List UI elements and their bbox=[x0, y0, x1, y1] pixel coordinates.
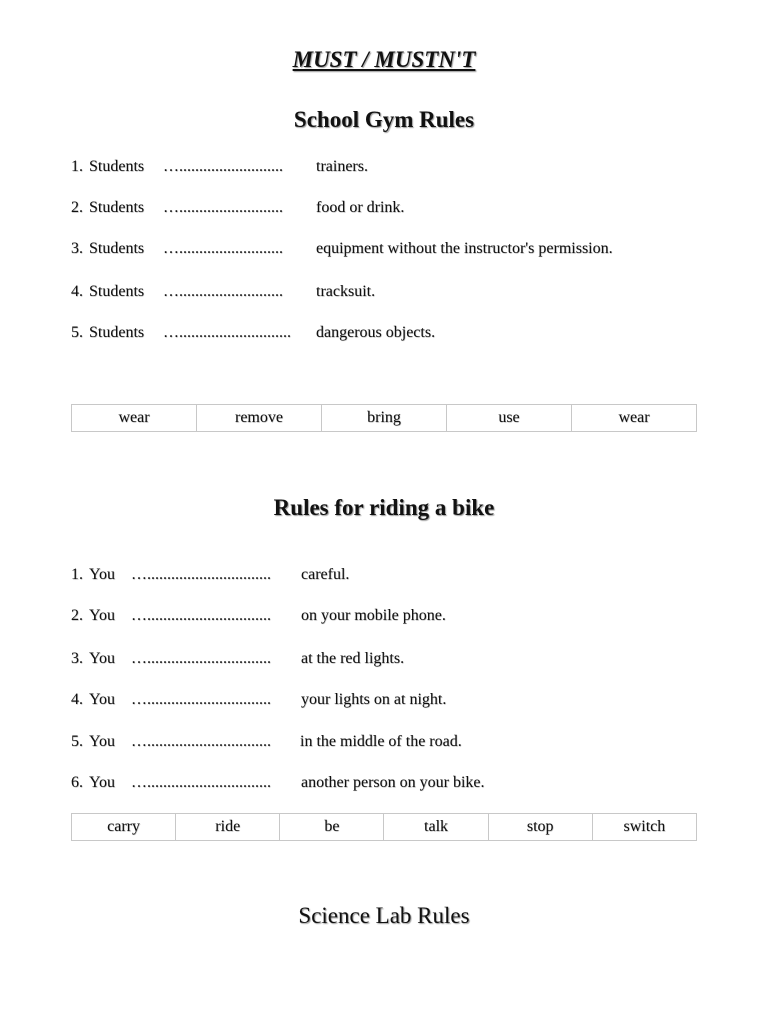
item-subject: Students bbox=[89, 283, 145, 300]
answer-blank: …............................... bbox=[131, 774, 271, 791]
item-number: 2. bbox=[71, 199, 83, 216]
lab-section-title: Science Lab Rules bbox=[298, 903, 470, 928]
item-number: 1. bbox=[71, 158, 83, 175]
word-cell: stop bbox=[488, 814, 592, 841]
item-completion: tracksuit. bbox=[316, 283, 376, 300]
item-number: 4. bbox=[71, 283, 83, 300]
item-subject: You bbox=[89, 733, 115, 750]
word-cell: bring bbox=[322, 405, 447, 432]
word-cell: be bbox=[280, 814, 384, 841]
item-completion: trainers. bbox=[316, 158, 368, 175]
answer-blank: …............................... bbox=[131, 607, 271, 624]
worksheet-title: MUST / MUSTN'T bbox=[292, 47, 476, 72]
answer-blank: …............................... bbox=[131, 733, 271, 750]
item-number: 3. bbox=[71, 650, 83, 667]
item-subject: You bbox=[89, 607, 115, 624]
gym-word-box bbox=[71, 404, 697, 432]
item-subject: Students bbox=[89, 324, 145, 341]
item-subject: You bbox=[89, 566, 115, 583]
item-number: 3. bbox=[71, 240, 83, 257]
word-cell: use bbox=[447, 405, 572, 432]
word-cell: ride bbox=[176, 814, 280, 841]
item-completion: on your mobile phone. bbox=[301, 607, 446, 624]
item-completion: your lights on at night. bbox=[301, 691, 447, 708]
answer-blank: ….......................... bbox=[163, 283, 283, 300]
item-subject: Students bbox=[89, 158, 145, 175]
word-cell: carry bbox=[72, 814, 176, 841]
item-completion: another person on your bike. bbox=[301, 774, 485, 791]
bike-word-box bbox=[71, 813, 697, 841]
item-number: 5. bbox=[71, 733, 83, 750]
item-completion: food or drink. bbox=[316, 199, 405, 216]
item-completion: at the red lights. bbox=[301, 650, 405, 667]
item-number: 2. bbox=[71, 607, 83, 624]
item-number: 5. bbox=[71, 324, 83, 341]
word-cell: remove bbox=[197, 405, 322, 432]
item-number: 6. bbox=[71, 774, 83, 791]
gym-section-title: School Gym Rules bbox=[293, 107, 475, 132]
item-completion: equipment without the instructor's permission. bbox=[316, 240, 613, 257]
word-cell: wear bbox=[572, 405, 697, 432]
word-cell: wear bbox=[72, 405, 197, 432]
answer-blank: …............................... bbox=[131, 566, 271, 583]
item-subject: You bbox=[89, 650, 115, 667]
item-number: 4. bbox=[71, 691, 83, 708]
item-subject: You bbox=[89, 774, 115, 791]
item-subject: Students bbox=[89, 240, 145, 257]
item-completion: in the middle of the road. bbox=[300, 733, 462, 750]
answer-blank: ….......................... bbox=[163, 199, 283, 216]
answer-blank: ….......................... bbox=[163, 240, 283, 257]
answer-blank: …............................... bbox=[131, 691, 271, 708]
word-cell: switch bbox=[592, 814, 696, 841]
answer-blank: …............................... bbox=[131, 650, 271, 667]
bike-section-title: Rules for riding a bike bbox=[273, 495, 495, 520]
answer-blank: ….......................... bbox=[163, 158, 283, 175]
item-subject: Students bbox=[89, 199, 145, 216]
item-completion: careful. bbox=[301, 566, 350, 583]
item-completion: dangerous objects. bbox=[316, 324, 436, 341]
answer-blank: …............................ bbox=[163, 324, 291, 341]
word-cell: talk bbox=[384, 814, 488, 841]
item-number: 1. bbox=[71, 566, 83, 583]
item-subject: You bbox=[89, 691, 115, 708]
